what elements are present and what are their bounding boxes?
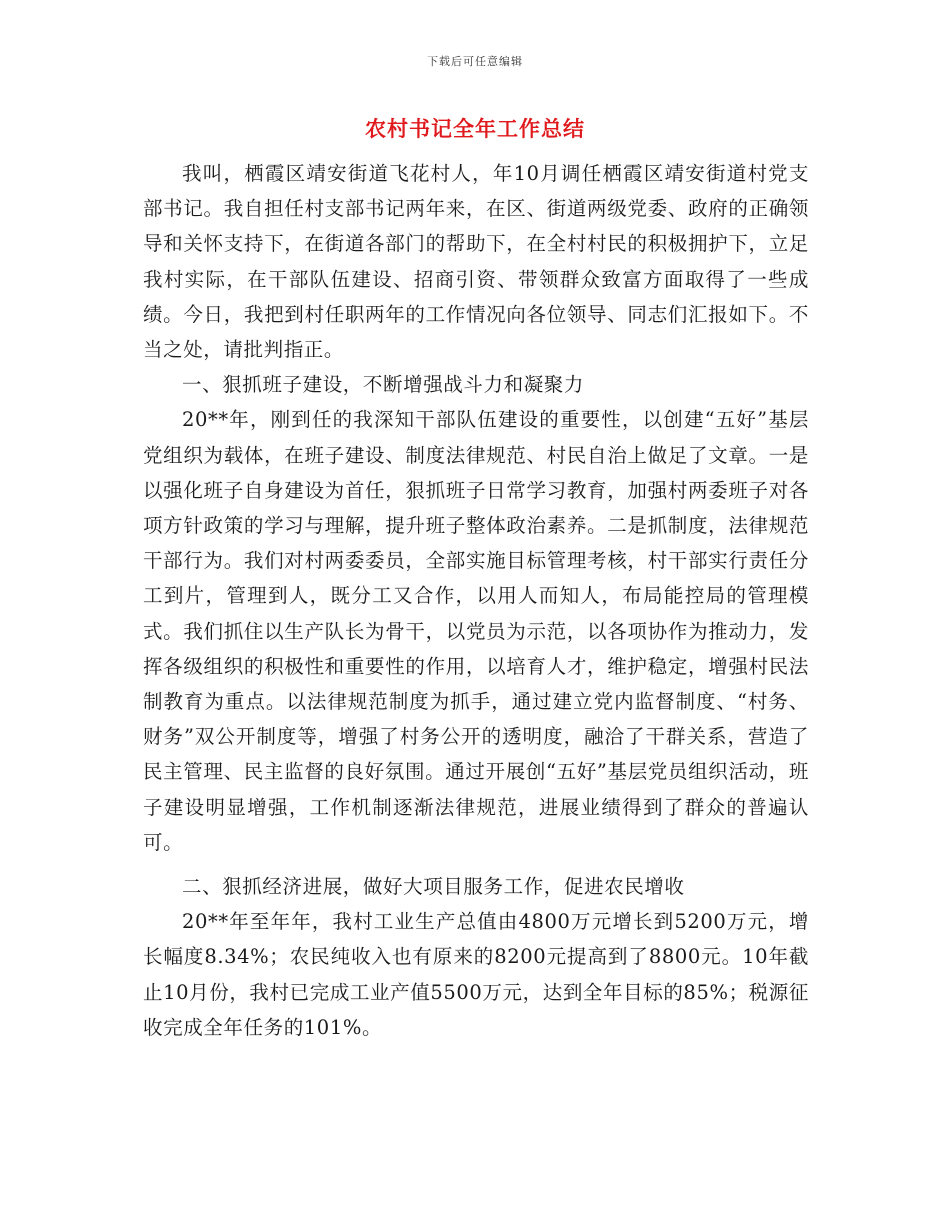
section-heading-1: 一、狠抓班子建设，不断增强战斗力和凝聚力 [182, 373, 585, 397]
header-note: 下载后可任意编辑 [427, 55, 523, 68]
paragraph-team-building: 20**年，刚到任的我深知干部队伍建设的重要性，以创建“五好”基层党组织为载体，在班子建设、制度法律规范、村民自治上做足了文章。一是以强化班子自身建设为首任，狠抓班子日常学习教育，加强村两委班子对各项方针政策的学习与理解，提升班子整体政治素养。二是抓制度，法律规范干部行为。我们对村两委委员，全部实施目标管理考核，村干部实行责任分工到片，管理到人，既分工又合作，以用人而知人，布局能控局的管理模式。我们抓住以生产队长为骨干，以党员为示范，以各项协作为推动力，发挥各级组织的积极性和重要性的作用，以培育人才，维护稳定，增强村民法制教育为重点。以法律规范制度为抓手，通过建立党内监督制度、“村务、财务”双公开制度等，增强了村务公开的透明度，融洽了干群关系，营造了民主管理、民主监督的良好氛围。通过开展创“五好”基层党员组织活动，班子建设明显增强，工作机制逐渐法律规范，进展业绩得到了群众的普遍认可。 [143, 408, 809, 854]
section-heading-2: 二、狠抓经济进展，做好大项目服务工作，促进农民增收 [182, 875, 685, 899]
document-body [143, 156, 809, 1045]
paragraph-intro: 我叫，栖霞区靖安街道飞花村人，年10月调任栖霞区靖安街道村党支部书记。我自担任村支部书记两年来，在区、街道两级党委、政府的正确领导和关怀支持下，在街道各部门的帮助下，在全村村民的积极拥护下，立足我村实际，在干部队伍建设、招商引资、带领群众致富方面取得了一些成绩。今日，我把到村任职两年的工作情况向各位领导、同志们汇报如下。不当之处，请批判指正。 [143, 162, 809, 362]
document-title: 农村书记全年工作总结 [365, 117, 585, 141]
paragraph-economy: 20**年至年年，我村工业生产总值由4800万元增长到5200万元，增长幅度8.34%；农民纯收入也有原来的8200元提高到了8800元。10年截止10月份，我村已完成工业产值5500万元，达到全年目标的85%；税源征收完成全年任务的101%。 [143, 910, 809, 1039]
